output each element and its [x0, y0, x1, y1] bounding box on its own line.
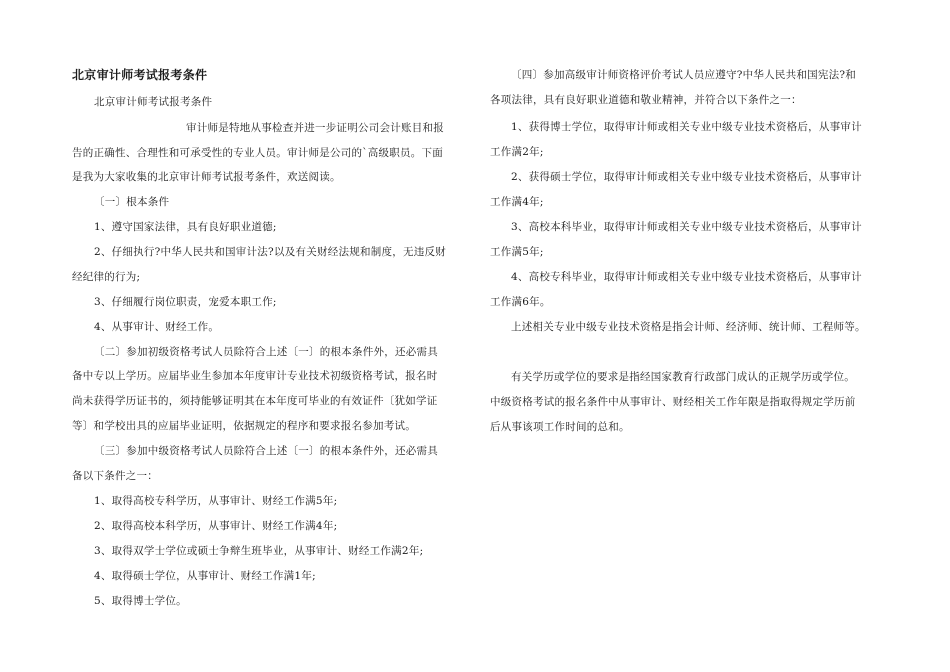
document-title: 北京审计师考试报考条件	[72, 68, 208, 82]
intro-line: 是我为大家收集的北京审计师考试报考条件，欢送阅读。	[72, 171, 341, 183]
junior-qualification-line: 尚未获得学历证书的，须持能够证明其在本年度可毕业的有效证件〔犹如学证	[72, 395, 438, 407]
junior-qualification-line: 〔二〕参加初级资格考试人员除符合上述〔一〕的根本条件外，还必需具	[94, 346, 438, 358]
senior-condition-item: 1、获得博士学位，取得审计师或相关专业中级专业技术资格后，从事审计	[511, 121, 862, 133]
junior-qualification-line: 等〕和学校出具的应届毕业证明，依据规定的程序和要求报名参加考试。	[72, 420, 416, 432]
registration-note-line: 中级资格考试的报名条件中从事审计、财经相关工作年限是指取得规定学历前	[490, 396, 856, 408]
document-subtitle: 北京审计师考试报考条件	[94, 96, 213, 108]
basic-condition-item: 经纪律的行为;	[72, 271, 141, 283]
senior-condition-item: 工作满6年。	[490, 296, 551, 308]
intermediate-qualification-line: 备以下条件之一：	[72, 470, 158, 482]
senior-qualification-line: 各项法律，具有良好职业道德和敬业精神，并符合以下条件之一：	[490, 94, 802, 106]
basic-condition-item: 3、仔细履行岗位职责，宠爱本职工作;	[94, 296, 277, 308]
intro-line: 审计师是特地从事检查并进一步证明公司会计账目和报	[186, 122, 444, 134]
senior-qualification-line: 〔四〕参加高级审计师资格评价考试人员应遵守?中华人民共和国宪法?和	[511, 69, 857, 81]
senior-condition-item: 4、高校专科毕业，取得审计师或相关专业中级专业技术资格后，从事审计	[511, 271, 862, 283]
senior-condition-item: 3、高校本科毕业，取得审计师或相关专业中级专业技术资格后，从事审计	[511, 221, 862, 233]
senior-condition-item: 2、获得硕士学位，取得审计师或相关专业中级专业技术资格后，从事审计	[511, 171, 862, 183]
intermediate-condition-item: 3、取得双学士学位或硕士争辩生班毕业，从事审计、财经工作满2年;	[94, 545, 424, 557]
basic-conditions-heading: 〔一〕根本条件	[94, 196, 170, 208]
intermediate-qualification-line: 〔三〕参加中级资格考试人员除符合上述〔一〕的根本条件外，还必需具	[94, 445, 438, 457]
intermediate-condition-item: 4、取得硕士学位，从事审计、财经工作满1年;	[94, 570, 316, 582]
registration-note-line: 后从事该项工作时间的总和。	[490, 421, 630, 433]
senior-condition-item: 工作满5年;	[490, 246, 544, 258]
junior-qualification-line: 备中专以上学历。应届毕业生参加本年度审计专业技术初级资格考试，报名时	[72, 370, 438, 382]
senior-condition-item: 工作满4年;	[490, 196, 544, 208]
intermediate-condition-item: 2、取得高校本科学历，从事审计、财经工作满4年;	[94, 520, 338, 532]
education-note: 有关学历或学位的要求是指经国家教育行政部门成认的正规学历或学位。	[511, 371, 855, 383]
intermediate-condition-item: 5、取得博士学位。	[94, 595, 187, 607]
senior-condition-item: 工作满2年;	[490, 146, 544, 158]
basic-condition-item: 2、仔细执行?中华人民共和国审计法?以及有关财经法规和制度，无违反财	[94, 246, 446, 258]
intermediate-condition-item: 1、取得高校专科学历，从事审计、财经工作满5年;	[94, 495, 338, 507]
basic-condition-item: 1、遵守国家法律，具有良好职业道德;	[94, 221, 277, 233]
basic-condition-item: 4、从事审计、财经工作。	[94, 321, 220, 333]
related-qualification-note: 上述相关专业中级专业技术资格是指会计师、经济师、统计师、工程师等。	[511, 321, 866, 333]
intro-line: 告的正确性、合理性和可承受性的专业人员。审计师是公司的`高级职员。下面	[72, 147, 443, 159]
